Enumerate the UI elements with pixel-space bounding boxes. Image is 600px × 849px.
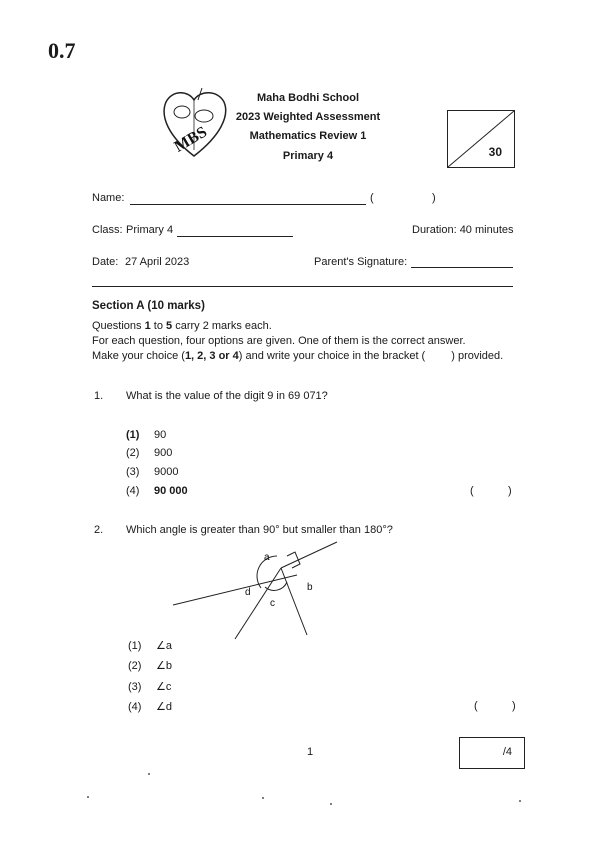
q1-answer-bracket-close: ) xyxy=(508,485,512,497)
section-title: Section A (10 marks) xyxy=(92,300,205,312)
page-number: 1 xyxy=(307,746,314,758)
q1-option-1: (1) 90 xyxy=(126,429,167,441)
q1-option-3: (3) 9000 xyxy=(126,466,179,478)
angle-label-d: d xyxy=(245,587,251,598)
school-name: Maha Bodhi School xyxy=(256,92,360,104)
class-number-open: ( xyxy=(370,192,374,204)
question-2-number: 2. xyxy=(94,524,104,536)
name-field[interactable] xyxy=(130,204,366,205)
class-field[interactable] xyxy=(177,236,293,237)
angle-label-b: b xyxy=(307,582,313,593)
instruction-line-2: For each question, four options are given. One of them is the correct answer. xyxy=(92,335,466,347)
scan-speck xyxy=(148,773,150,775)
q2-option-4: (4) ∠d xyxy=(128,701,172,713)
parent-signature-label: Parent's Signature: xyxy=(314,256,408,268)
instruction-line-1: Questions 1 to 5 carry 2 marks each. xyxy=(92,320,272,332)
q1-answer-space[interactable] xyxy=(481,481,505,497)
page-score-box xyxy=(459,737,525,769)
total-marks: 30 xyxy=(488,145,502,159)
q1-option-4: (4) 90 000 xyxy=(126,485,188,497)
q2-option-1: (1) ∠a xyxy=(128,640,172,652)
class-label: Class: xyxy=(92,224,123,236)
question-2-text: Which angle is greater than 90° but smaller than 180°? xyxy=(126,524,393,536)
date-label: Date: xyxy=(92,256,119,268)
scan-speck xyxy=(519,800,521,802)
section-divider xyxy=(92,286,513,287)
class-number-close: ) xyxy=(432,192,436,204)
subject-title: Mathematics Review 1 xyxy=(249,130,367,142)
page-score: /4 xyxy=(502,746,512,758)
total-score-box xyxy=(447,110,515,168)
angles-diagram xyxy=(165,540,345,644)
handwritten-score: 0.7 xyxy=(48,38,76,63)
scan-speck xyxy=(330,803,332,805)
parent-signature-field[interactable] xyxy=(411,267,513,268)
question-1-text: What is the value of the digit 9 in 69 071? xyxy=(126,390,328,402)
date-value: 27 April 2023 xyxy=(125,256,190,268)
angle-label-c: c xyxy=(270,598,275,609)
q1-answer-bracket-open: ( xyxy=(470,485,474,497)
q2-option-2: (2) ∠b xyxy=(128,660,172,672)
q2-answer-bracket-open: ( xyxy=(474,700,478,712)
q2-option-3: (3) ∠c xyxy=(128,681,172,693)
scan-speck xyxy=(87,796,89,798)
scan-speck xyxy=(262,797,264,799)
level-title: Primary 4 xyxy=(282,150,334,162)
instruction-line-3: Make your choice (1, 2, 3 or 4) and write your choice in the bracket ( ) provided. xyxy=(92,350,504,362)
angle-label-a: a xyxy=(264,552,270,563)
score-box-diagonal xyxy=(448,111,514,167)
q2-answer-space[interactable] xyxy=(485,696,509,712)
question-1-number: 1. xyxy=(94,390,104,402)
name-label: Name: xyxy=(92,192,125,204)
duration: Duration: 40 minutes xyxy=(412,224,514,236)
q1-option-2: (2) 900 xyxy=(126,447,173,459)
class-value: Primary 4 xyxy=(126,224,174,236)
logo-lettering: MBS xyxy=(171,123,210,156)
q2-answer-bracket-close: ) xyxy=(512,700,516,712)
assessment-title: 2023 Weighted Assessment xyxy=(235,111,381,123)
